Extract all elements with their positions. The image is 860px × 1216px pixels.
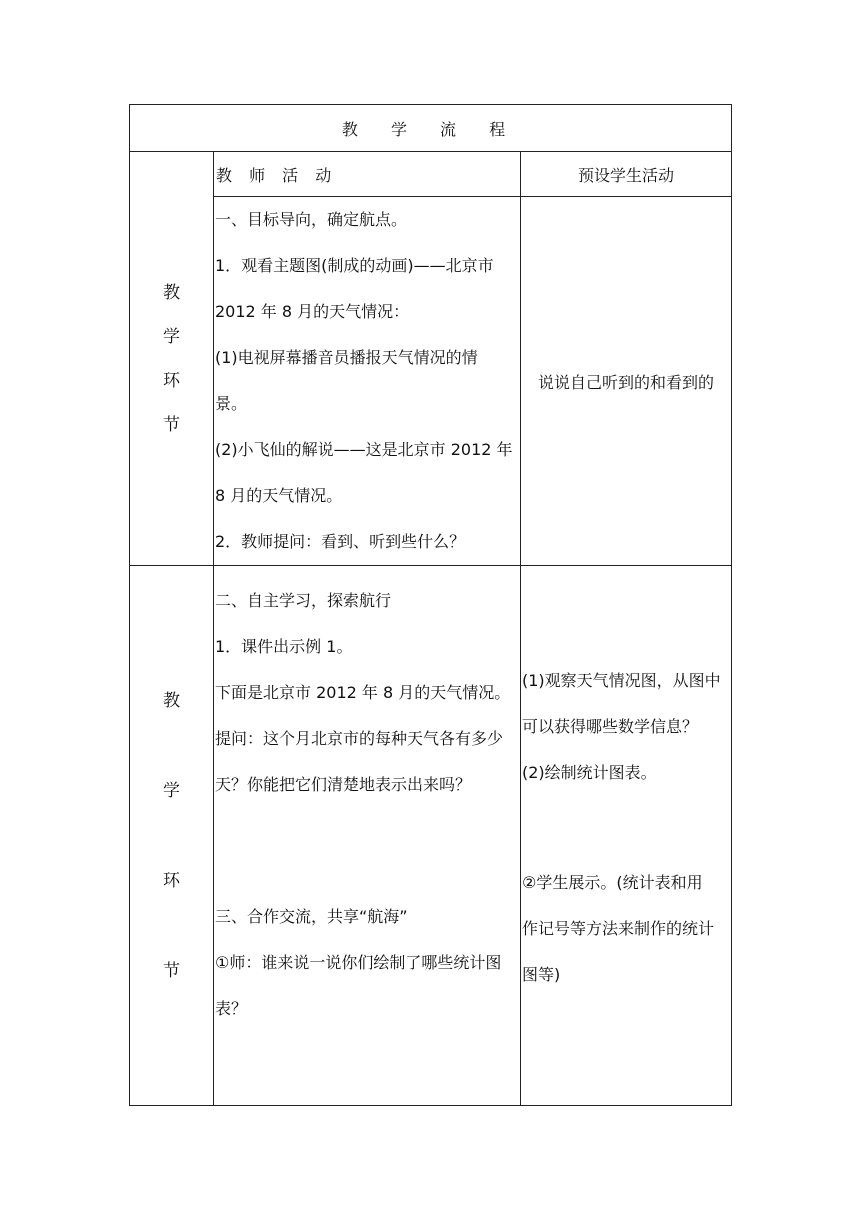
section-char: 节 — [163, 960, 180, 981]
teacher-activity-cell-1 — [214, 197, 521, 566]
text-line: 表？ — [215, 999, 248, 1018]
text-line: 作记号等方法来制作的统计 — [522, 919, 715, 938]
text-line: ①师：谁来说一说你们绘制了哪些统计图 — [215, 953, 502, 972]
section-label-1 — [130, 152, 214, 566]
section-char: 环 — [163, 370, 180, 391]
teaching-flow-table — [129, 104, 732, 1106]
section-char: 学 — [163, 326, 180, 347]
text-line: 1．课件出示例 1。 — [215, 637, 353, 656]
section-char: 环 — [163, 870, 180, 891]
text-line: 天？你能把它们清楚地表示出来吗？ — [215, 775, 472, 794]
text-line: (2)绘制统计图表。 — [522, 763, 657, 782]
text-line: (1)电视屏幕播音员播报天气情况的情 — [215, 348, 478, 367]
text-line: 图等) — [522, 965, 561, 984]
text-line: 2．教师提问：看到、听到些什么？ — [215, 532, 466, 551]
student-activity-header: 预设学生活动 — [521, 152, 732, 197]
teacher-activity-cell-2 — [214, 566, 521, 1106]
section-char: 学 — [163, 780, 180, 801]
table-title: 教 学 流 程 — [130, 105, 732, 152]
section-label-2 — [130, 566, 214, 1106]
text-line: 一、目标导向，确定航点。 — [215, 210, 408, 229]
student-activity-text: 说说自己听到的和看到的 — [537, 372, 714, 392]
text-line: 二、自主学习，探索航行 — [215, 591, 392, 610]
text-line: (1)观察天气情况图，从图中 — [522, 671, 721, 690]
section-char: 教 — [163, 282, 180, 303]
section-char: 教 — [163, 690, 180, 711]
text-line: 三、合作交流，共享“航海” — [215, 907, 408, 926]
student-activity-cell-1 — [521, 197, 732, 566]
text-line: 下面是北京市 2012 年 8 月的天气情况。 — [215, 683, 511, 702]
text-line: ②学生展示。(统计表和用 — [522, 873, 703, 892]
text-line: 2012 年 8 月的天气情况： — [215, 302, 410, 321]
text-line: 提问：这个月北京市的每种天气各有多少 — [215, 729, 504, 748]
student-activity-cell-2 — [521, 566, 732, 1106]
section-char: 节 — [163, 414, 180, 435]
text-line: 景。 — [215, 394, 248, 413]
text-line: 可以获得哪些数学信息？ — [522, 717, 699, 736]
teacher-activity-header: 教 师 活 动 — [214, 152, 521, 197]
text-line: 8 月的天气情况。 — [215, 486, 343, 505]
text-line: 1．观看主题图(制成的动画)——北京市 — [215, 256, 494, 275]
text-line: (2)小飞仙的解说——这是北京市 2012 年 — [215, 440, 513, 459]
